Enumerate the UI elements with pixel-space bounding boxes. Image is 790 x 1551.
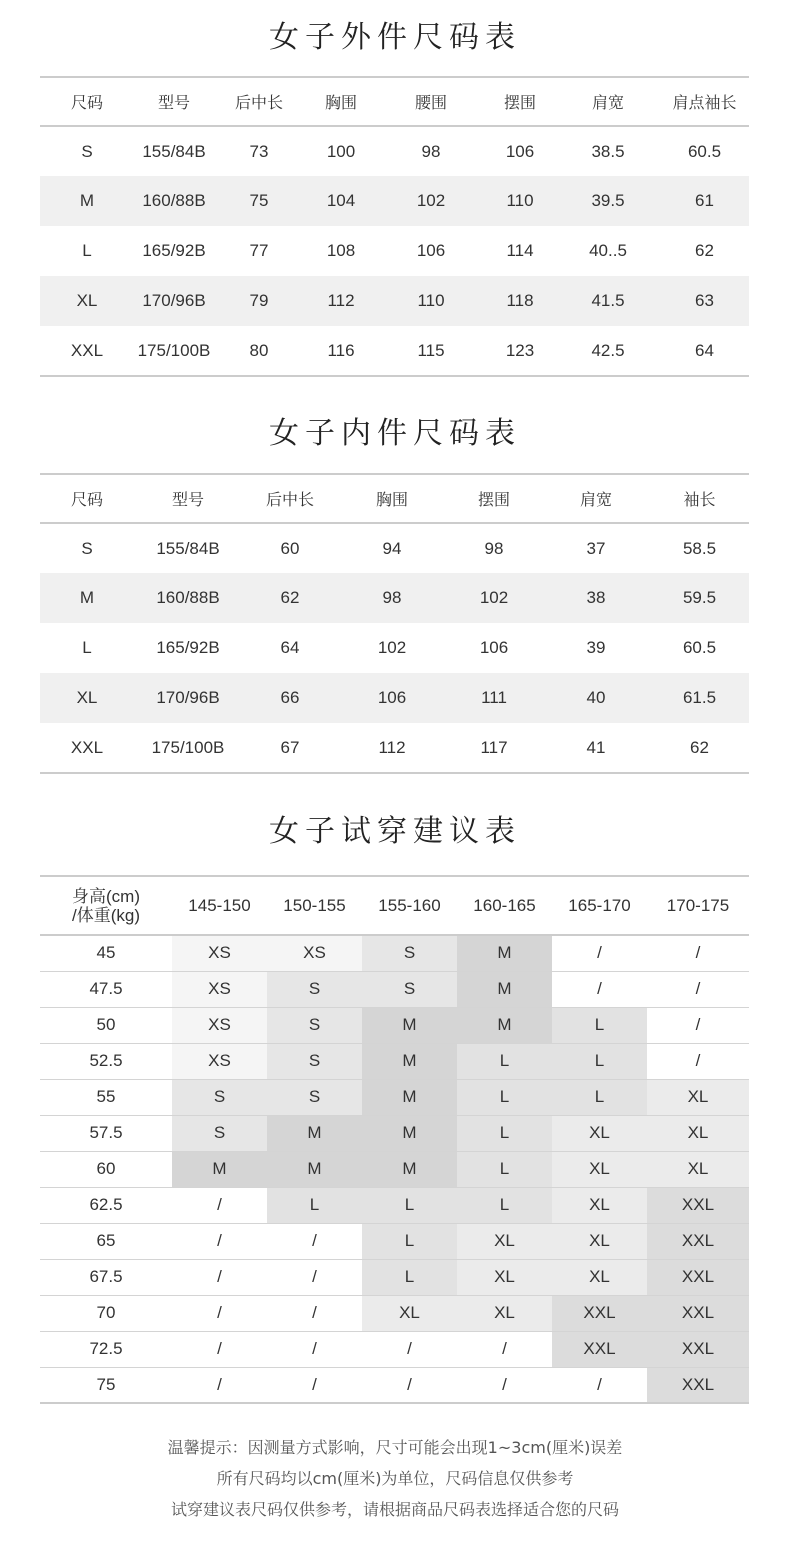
column-header: 肩宽 — [591, 93, 624, 112]
table-cell: 114 — [506, 241, 534, 260]
size-cell: M — [79, 588, 95, 607]
column-header: 摆围 — [503, 93, 536, 112]
suggested-size-cell: S — [172, 1115, 267, 1151]
table-cell: 112 — [378, 737, 406, 757]
table-row — [40, 1079, 749, 1115]
suggested-size-cell: M — [457, 935, 552, 971]
table-row — [40, 226, 749, 276]
table-cell: 60 — [280, 538, 300, 558]
table-cell: 62 — [695, 241, 714, 260]
table-row — [40, 1007, 749, 1043]
table-row — [40, 523, 749, 573]
suggested-size-cell: XL — [457, 1259, 552, 1295]
suggested-size-cell: XL — [552, 1115, 647, 1151]
column-header: 尺码 — [70, 93, 103, 112]
table-row — [40, 1115, 749, 1151]
column-header: 肩点袖长 — [672, 93, 737, 112]
table-cell: 110 — [506, 191, 534, 210]
innerwear-title: 女子内件尺码表 — [269, 416, 521, 451]
column-header: 胸围 — [375, 490, 408, 509]
table-row — [40, 723, 749, 773]
notes — [0, 1432, 790, 1525]
suggested-size-cell: XL — [552, 1187, 647, 1223]
table-row — [40, 573, 749, 623]
table-cell: 39.5 — [591, 191, 625, 210]
table-cell: 108 — [326, 241, 356, 260]
table-cell: 160/88B — [156, 588, 220, 607]
table-cell: 63 — [695, 291, 714, 310]
outerwear-size-table — [40, 76, 749, 377]
weight-cell: 47.5 — [89, 979, 123, 998]
table-row — [40, 1367, 749, 1403]
suggested-size-cell: L — [457, 1187, 552, 1223]
suggested-size-cell: / — [172, 1259, 267, 1295]
suggested-size-cell: S — [362, 971, 457, 1007]
table-cell: 61.5 — [682, 688, 717, 707]
suggested-size-cell: / — [172, 1223, 267, 1259]
table-cell: 40 — [586, 688, 606, 707]
table-cell: 62 — [280, 588, 300, 607]
table-row — [40, 176, 749, 226]
table-cell: 102 — [416, 191, 446, 210]
suggested-size-cell: L — [457, 1151, 552, 1187]
suggested-size-cell: / — [647, 1043, 749, 1079]
table-cell: 66 — [280, 688, 300, 707]
table-cell: 62 — [690, 737, 709, 757]
suggested-size-cell: / — [552, 1367, 647, 1403]
size-cell: M — [79, 191, 95, 210]
suggested-size-cell: / — [267, 1367, 362, 1403]
table-cell: 100 — [326, 141, 356, 161]
suggested-size-cell: S — [267, 971, 362, 1007]
weight-cell: 62.5 — [89, 1195, 123, 1214]
table-cell: 79 — [249, 291, 269, 310]
suggested-size-cell: / — [362, 1367, 457, 1403]
table-row — [40, 971, 749, 1007]
table-cell: 117 — [480, 737, 508, 757]
suggested-size-cell: XXL — [647, 1259, 749, 1295]
suggested-size-cell: / — [172, 1187, 267, 1223]
table-cell: 104 — [326, 191, 356, 210]
suggested-size-cell: / — [172, 1331, 267, 1367]
table-cell: 170/96B — [156, 688, 220, 707]
table-cell: 160/88B — [142, 191, 206, 210]
table-cell: 67 — [280, 737, 300, 757]
suggested-size-cell: M — [362, 1043, 457, 1079]
table-cell: 165/92B — [156, 638, 220, 657]
note-line: 所有尺码均以cm(厘米)为单位，尺码信息仅供参考 — [216, 1469, 574, 1488]
weight-cell: 50 — [96, 1015, 116, 1034]
suggested-size-cell: L — [457, 1079, 552, 1115]
weight-cell: 72.5 — [89, 1339, 123, 1358]
table-row — [40, 623, 749, 673]
suggested-size-cell: M — [457, 971, 552, 1007]
size-cell: XL — [76, 291, 98, 310]
suggested-size-cell: S — [362, 935, 457, 971]
suggested-size-cell: M — [362, 1115, 457, 1151]
table-cell: 102 — [377, 638, 407, 657]
column-header: 腰围 — [414, 93, 447, 112]
table-cell: 42.5 — [591, 340, 625, 360]
height-range-header: 155-160 — [378, 895, 441, 915]
size-cell: L — [82, 241, 92, 260]
suggested-size-cell: M — [172, 1151, 267, 1187]
suggested-size-cell: L — [457, 1115, 552, 1151]
suggested-size-cell: L — [362, 1259, 457, 1295]
suggested-size-cell: / — [647, 971, 749, 1007]
suggested-size-cell: / — [647, 935, 749, 971]
suggested-size-cell: L — [552, 1043, 647, 1079]
table-cell: 38 — [586, 588, 606, 607]
suggested-size-cell: / — [267, 1331, 362, 1367]
suggested-size-cell: L — [552, 1007, 647, 1043]
column-header: 后中长 — [234, 93, 283, 112]
suggested-size-cell: XXL — [647, 1331, 749, 1367]
table-row — [40, 1223, 749, 1259]
suggested-size-cell: XL — [457, 1223, 552, 1259]
table-cell: 106 — [416, 241, 446, 260]
fitting-title: 女子试穿建议表 — [269, 814, 521, 849]
table-cell: 59.5 — [682, 588, 717, 607]
suggested-size-cell: XXL — [552, 1295, 647, 1331]
weight-cell: 67.5 — [89, 1267, 123, 1286]
table-cell: 155/84B — [156, 538, 220, 558]
suggested-size-cell: M — [362, 1079, 457, 1115]
suggested-size-cell: M — [362, 1007, 457, 1043]
table-cell: 98 — [421, 141, 441, 161]
outerwear-header-row — [40, 77, 749, 126]
table-cell: 116 — [327, 340, 355, 360]
table-row — [40, 126, 749, 176]
table-cell: 165/92B — [142, 241, 206, 260]
table-cell: 106 — [479, 638, 509, 657]
suggested-size-cell: S — [172, 1079, 267, 1115]
table-cell: 175/100B — [151, 737, 225, 757]
suggested-size-cell: XL — [647, 1151, 749, 1187]
suggested-size-cell: / — [172, 1367, 267, 1403]
suggested-size-cell: XXL — [552, 1331, 647, 1367]
table-cell: 118 — [506, 291, 534, 310]
table-cell: 39 — [586, 638, 606, 657]
table-row — [40, 1151, 749, 1187]
suggested-size-cell: XL — [647, 1079, 749, 1115]
suggested-size-cell: XL — [647, 1115, 749, 1151]
weight-cell: 55 — [96, 1087, 116, 1106]
column-header: 袖长 — [683, 490, 716, 509]
suggested-size-cell: XL — [457, 1295, 552, 1331]
table-cell: 60.5 — [687, 141, 722, 161]
table-row — [40, 1331, 749, 1367]
weight-cell: 65 — [96, 1231, 116, 1250]
table-cell: 61 — [695, 191, 714, 210]
note-line: 试穿建议表尺码仅供参考，请根据商品尺码表选择适合您的尺码 — [170, 1500, 619, 1519]
suggested-size-cell: / — [267, 1223, 362, 1259]
suggested-size-cell: / — [457, 1331, 552, 1367]
suggested-size-cell: / — [267, 1259, 362, 1295]
table-cell: 64 — [280, 638, 300, 657]
suggested-size-cell: XXL — [647, 1187, 749, 1223]
suggested-size-cell: M — [362, 1151, 457, 1187]
weight-label: /体重(kg) — [72, 905, 140, 925]
suggested-size-cell: L — [457, 1043, 552, 1079]
table-cell: 37 — [586, 538, 606, 558]
table-cell: 98 — [484, 538, 504, 558]
table-cell: 98 — [382, 588, 402, 607]
suggested-size-cell: L — [552, 1079, 647, 1115]
table-cell: 73 — [249, 141, 269, 161]
table-cell: 41 — [586, 737, 606, 757]
table-cell: 64 — [695, 340, 714, 360]
suggested-size-cell: S — [267, 1079, 362, 1115]
table-cell: 106 — [505, 141, 535, 161]
suggested-size-cell: XL — [552, 1151, 647, 1187]
table-cell: 60.5 — [682, 638, 717, 657]
table-cell: 94 — [382, 538, 402, 558]
table-cell: 115 — [417, 340, 445, 360]
table-cell: 80 — [249, 340, 269, 360]
table-cell: 75 — [249, 191, 269, 210]
column-header: 摆围 — [477, 490, 510, 509]
suggested-size-cell: XL — [552, 1259, 647, 1295]
column-header: 胸围 — [324, 93, 357, 112]
weight-cell: 57.5 — [89, 1123, 123, 1142]
weight-cell: 60 — [96, 1159, 116, 1178]
table-cell: 106 — [377, 688, 407, 707]
suggested-size-cell: L — [267, 1187, 362, 1223]
weight-cell: 45 — [96, 943, 116, 963]
column-header: 尺码 — [70, 490, 103, 509]
weight-cell: 70 — [96, 1303, 116, 1322]
suggested-size-cell: XXL — [647, 1367, 749, 1403]
weight-cell: 75 — [96, 1374, 116, 1394]
table-row — [40, 1295, 749, 1331]
suggested-size-cell: / — [267, 1295, 362, 1331]
column-header: 后中长 — [265, 490, 314, 509]
note-line: 温馨提示：因测量方式影响，尺寸可能会出现1~3cm(厘米)误差 — [167, 1438, 623, 1457]
column-header: 型号 — [157, 93, 190, 112]
suggested-size-cell: / — [552, 935, 647, 971]
height-range-header: 165-170 — [568, 895, 631, 915]
table-cell: 38.5 — [591, 141, 625, 161]
fitting-header-row — [40, 876, 749, 935]
table-cell: 58.5 — [682, 538, 717, 558]
height-label: 身高(cm) — [72, 886, 140, 906]
height-range-header: 160-165 — [473, 895, 536, 915]
table-cell: 170/96B — [142, 291, 206, 310]
suggested-size-cell: / — [362, 1331, 457, 1367]
suggested-size-cell: XXL — [647, 1295, 749, 1331]
size-cell: XXL — [70, 737, 104, 757]
size-cell: XL — [76, 688, 98, 707]
column-header: 肩宽 — [579, 490, 612, 509]
suggested-size-cell: / — [457, 1367, 552, 1403]
height-range-header: 150-155 — [283, 895, 346, 915]
table-cell: 155/84B — [142, 141, 206, 161]
height-range-header: 170-175 — [666, 895, 730, 915]
table-cell: 110 — [417, 291, 445, 310]
table-cell: 175/100B — [137, 340, 211, 360]
innerwear-header-row — [40, 474, 749, 523]
table-cell: 40..5 — [589, 241, 627, 260]
size-cell: S — [81, 141, 93, 161]
table-cell: 112 — [327, 291, 355, 310]
size-cell: S — [81, 538, 93, 558]
suggested-size-cell: XS — [267, 935, 362, 971]
suggested-size-cell: XS — [172, 1007, 267, 1043]
outerwear-title: 女子外件尺码表 — [269, 20, 521, 55]
suggested-size-cell: M — [457, 1007, 552, 1043]
suggested-size-cell: S — [267, 1007, 362, 1043]
table-row — [40, 673, 749, 723]
table-row — [40, 1187, 749, 1223]
height-weight-corner-label — [40, 876, 172, 935]
column-header: 型号 — [171, 490, 204, 509]
suggested-size-cell: / — [647, 1007, 749, 1043]
suggested-size-cell: / — [172, 1295, 267, 1331]
suggested-size-cell: XS — [172, 935, 267, 971]
fitting-suggestion-table — [40, 875, 749, 1404]
weight-cell: 52.5 — [89, 1051, 123, 1070]
table-row — [40, 326, 749, 376]
table-cell: 102 — [479, 588, 509, 607]
innerwear-size-table — [40, 473, 749, 774]
table-cell: 41.5 — [591, 291, 625, 310]
suggested-size-cell: XL — [362, 1295, 457, 1331]
size-cell: XXL — [70, 340, 104, 360]
suggested-size-cell: L — [362, 1187, 457, 1223]
table-cell: 111 — [481, 688, 507, 707]
height-range-header: 145-150 — [188, 895, 251, 915]
table-row — [40, 1259, 749, 1295]
suggested-size-cell: M — [267, 1151, 362, 1187]
table-row — [40, 1043, 749, 1079]
suggested-size-cell: M — [267, 1115, 362, 1151]
suggested-size-cell: XS — [172, 1043, 267, 1079]
suggested-size-cell: / — [552, 971, 647, 1007]
table-cell: 123 — [505, 340, 535, 360]
table-row — [40, 276, 749, 326]
suggested-size-cell: XL — [552, 1223, 647, 1259]
suggested-size-cell: XS — [172, 971, 267, 1007]
suggested-size-cell: XXL — [647, 1223, 749, 1259]
suggested-size-cell: L — [362, 1223, 457, 1259]
size-cell: L — [82, 638, 92, 657]
table-cell: 77 — [249, 241, 269, 260]
table-row — [40, 935, 749, 971]
suggested-size-cell: S — [267, 1043, 362, 1079]
